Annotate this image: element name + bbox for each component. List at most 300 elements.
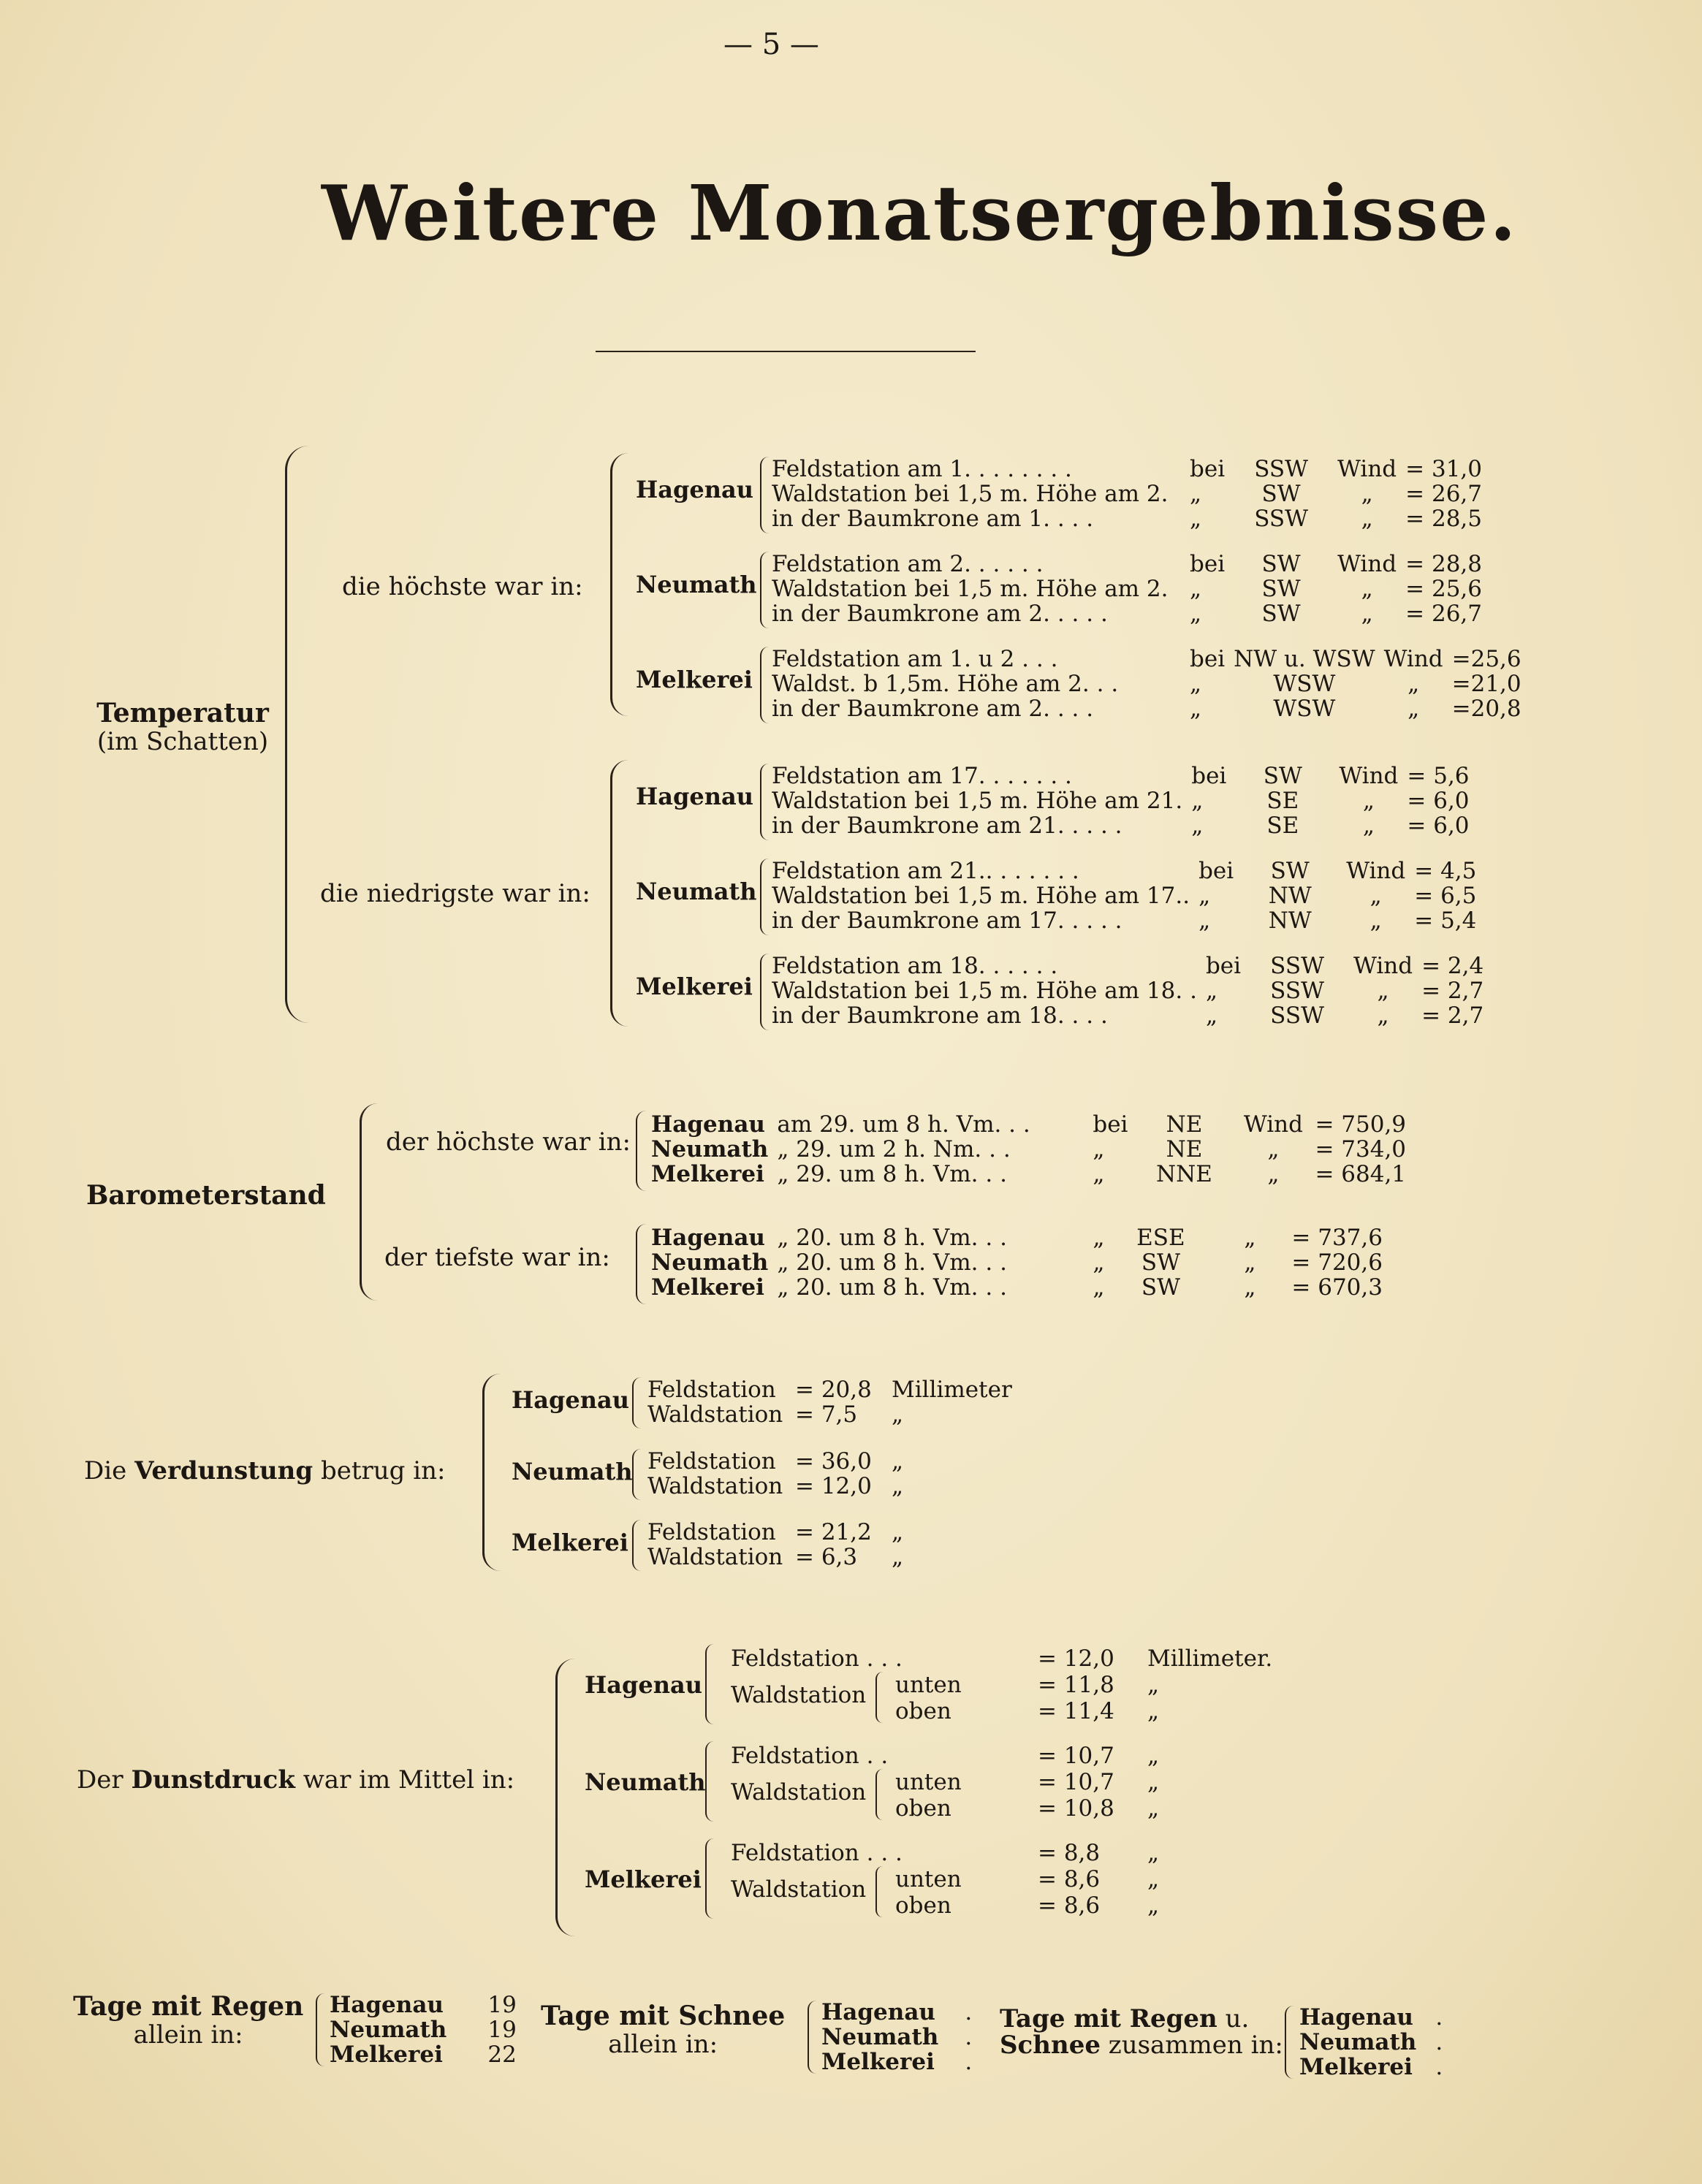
temp-value: = 2,4 [1421, 953, 1484, 979]
evap-unit: „ [892, 1448, 904, 1475]
vapor-station-brace [705, 1741, 714, 1822]
days-row [1295, 2005, 1447, 2030]
temp-station-label: Hagenau [636, 476, 753, 503]
temp-location: Feldstation am 2. . . . . . [772, 551, 1044, 577]
barometer-table [647, 1225, 1387, 1300]
vapor-unten-row [895, 1672, 1159, 1698]
rain-snow-brace [1285, 2006, 1293, 2079]
temp-location: Waldstation bei 1,5 m. Höhe am 17.. [772, 883, 1190, 909]
temp-value: = 6,5 [1414, 883, 1477, 909]
baro-station: Neumath [651, 1249, 769, 1276]
temp-value: = 25,6 [1405, 576, 1483, 602]
vapor-feld-row [731, 1645, 1272, 1672]
evap-label-bold: Verdunstung [134, 1456, 314, 1485]
days-row [1295, 2030, 1447, 2055]
temp-bei: „ [1198, 908, 1211, 934]
temp-wind-direction: WSW [1273, 696, 1336, 722]
vapor-station-label: Hagenau [585, 1671, 702, 1699]
temp-wind: Wind [1337, 551, 1397, 577]
baro-wind: „ [1244, 1274, 1256, 1301]
temp-wind-direction: NW [1268, 908, 1312, 934]
evap-row [643, 1449, 908, 1474]
evap-location: Waldstation [647, 1401, 783, 1428]
vapor-oben-row [895, 1795, 1159, 1822]
temp-wind: Wind [1383, 646, 1443, 672]
temp-wind: „ [1377, 978, 1389, 1004]
rain-table [325, 1993, 521, 2067]
temp-wind: „ [1362, 788, 1375, 814]
snow-table [817, 2000, 976, 2074]
temp-location: Feldstation am 21.. . . . . . . [772, 858, 1079, 884]
baro-wind-direction: NE [1166, 1136, 1203, 1163]
temp-row [767, 457, 1486, 482]
baro-wind: „ [1267, 1136, 1280, 1163]
evap-location: Feldstation [647, 1377, 776, 1403]
temp-station-label: Neumath [636, 571, 757, 598]
vapor-unten-row [895, 1769, 1159, 1795]
rain-snow-sub-bold: Schnee [1000, 2031, 1101, 2060]
baro-row [647, 1225, 1387, 1250]
vapor-station-brace [705, 1838, 714, 1919]
evap-location: Waldstation [647, 1473, 783, 1499]
temp-lowest-brace [610, 760, 628, 1027]
temp-bei: „ [1198, 883, 1211, 909]
rain-label [73, 1991, 303, 2048]
temp-location: in der Baumkrone am 1. . . . [772, 506, 1094, 532]
baro-wind-direction: ESE [1136, 1225, 1185, 1251]
temp-location: Waldstation bei 1,5 m. Höhe am 21. [772, 788, 1183, 814]
vapor-feld-unit: „ [1147, 1840, 1160, 1866]
temp-value: = 26,7 [1405, 601, 1483, 627]
baro-wind: Wind [1243, 1111, 1303, 1138]
temp-wind: „ [1362, 813, 1375, 839]
vapor-label-pre: Der [77, 1765, 124, 1795]
temperature-brace [285, 446, 309, 1023]
temp-bei: „ [1190, 601, 1202, 627]
baro-station: Hagenau [651, 1225, 765, 1251]
temp-value: = 6,0 [1407, 788, 1470, 814]
temp-location: in der Baumkrone am 21. . . . . [772, 813, 1122, 839]
vapor-feld-value: = 8,8 [1038, 1840, 1101, 1866]
days-station: Neumath [821, 2024, 939, 2050]
temp-bei: „ [1191, 813, 1204, 839]
temp-value: = 28,8 [1405, 551, 1483, 577]
vapor-wald-label: Waldstation [731, 1876, 867, 1903]
days-value: 19 [487, 2017, 517, 2043]
vapor-feld-label: Feldstation . . [731, 1743, 889, 1769]
vapor-oben-unit: „ [1147, 1698, 1160, 1724]
rain-snow-title-rest: u. [1225, 2004, 1250, 2033]
temp-row [767, 577, 1486, 601]
temp-location: Waldst. b 1,5m. Höhe am 2. . . [772, 671, 1119, 697]
temp-wind-direction: SW [1261, 481, 1301, 507]
temp-bei: „ [1190, 506, 1202, 532]
vapor-oben-row [895, 1892, 1159, 1919]
temp-highest-brace [610, 453, 628, 716]
baro-row [647, 1275, 1387, 1300]
vapor-feld-label: Feldstation . . . [731, 1645, 903, 1672]
days-row [325, 2042, 521, 2067]
temp-wind: „ [1361, 601, 1373, 627]
evap-location: Waldstation [647, 1544, 783, 1570]
baro-station: Melkerei [651, 1274, 764, 1301]
vapor-feld-unit: „ [1147, 1743, 1160, 1769]
temp-station-table [767, 647, 1526, 721]
days-value: . [965, 2024, 973, 2050]
evap-location: Feldstation [647, 1519, 776, 1545]
rain-brace [316, 1993, 324, 2066]
vapor-wald-label: Waldstation [731, 1779, 867, 1806]
temp-row [767, 482, 1486, 506]
evap-row [643, 1545, 908, 1569]
vapor-unten-row [895, 1866, 1159, 1892]
evap-row [643, 1474, 908, 1499]
temp-value: = 2,7 [1421, 978, 1484, 1004]
vapor-feld-label: Feldstation . . . [731, 1840, 903, 1866]
baro-row [647, 1112, 1410, 1137]
evap-value: = 7,5 [795, 1401, 858, 1428]
temp-row [767, 1003, 1488, 1028]
temp-highest-label: die höchste war in: [342, 572, 583, 601]
evap-value: = 12,0 [795, 1473, 872, 1499]
temp-row [767, 552, 1486, 577]
baro-bei: „ [1093, 1225, 1105, 1251]
page-title: Weitere Monatsergebnisse. [322, 168, 1518, 258]
temperature-title: Temperatur [96, 698, 269, 728]
temp-wind: „ [1377, 1002, 1389, 1029]
baro-value: = 737,6 [1291, 1225, 1383, 1251]
days-station: Melkerei [330, 2042, 443, 2068]
baro-row [647, 1162, 1410, 1187]
evap-station-label: Neumath [512, 1458, 633, 1485]
days-value: . [965, 2049, 973, 2075]
temp-value: =25,6 [1451, 646, 1521, 672]
evap-label-post: betrug in: [320, 1456, 446, 1485]
vapor-wald-label: Waldstation [731, 1682, 867, 1708]
temp-row [767, 908, 1481, 933]
baro-wind: „ [1244, 1249, 1256, 1276]
temp-wind: „ [1407, 696, 1420, 722]
evap-station-brace [632, 1520, 641, 1571]
baro-value: = 720,6 [1291, 1249, 1383, 1276]
temp-value: = 6,0 [1407, 813, 1470, 839]
temp-wind-direction: NW u. WSW [1234, 646, 1375, 672]
vapor-unten-label: unten [895, 1672, 962, 1698]
temp-row [767, 859, 1481, 883]
temp-wind: Wind [1339, 763, 1399, 789]
temp-value: = 5,6 [1407, 763, 1470, 789]
temp-value: =20,8 [1451, 696, 1521, 722]
barometer-label: Barometerstand [86, 1180, 326, 1211]
temp-location: in der Baumkrone am 2. . . . [772, 696, 1094, 722]
snow-label [541, 2001, 785, 2058]
temp-bei: „ [1205, 1002, 1217, 1029]
temp-wind-direction: SW [1261, 551, 1301, 577]
temp-value: = 5,4 [1414, 908, 1477, 934]
vapor-unten-value: = 8,6 [1038, 1866, 1101, 1892]
vapor-label [77, 1767, 514, 1793]
baro-bei: bei [1093, 1111, 1128, 1138]
days-value: 19 [487, 1992, 517, 2018]
temp-bei: „ [1190, 671, 1202, 697]
baro-wind: „ [1244, 1225, 1256, 1251]
temp-wind-direction: SW [1261, 576, 1301, 602]
temp-wind: „ [1361, 506, 1373, 532]
rain-snow-table [1295, 2005, 1447, 2080]
days-station: Melkerei [821, 2049, 935, 2075]
temp-wind-direction: SSW [1270, 978, 1324, 1004]
temp-lowest-label: die niedrigste war in: [320, 879, 590, 908]
baro-time: „ 20. um 8 h. Vm. . . [777, 1225, 1007, 1251]
evap-station-label: Melkerei [512, 1529, 628, 1556]
temp-row [767, 601, 1486, 626]
rain-title: Tage mit Regen [73, 1991, 304, 2022]
vapor-station-brace [705, 1644, 714, 1724]
temp-bei: bei [1205, 953, 1242, 979]
days-row [1295, 2055, 1447, 2080]
days-station: Melkerei [1299, 2054, 1413, 2080]
rain-snow-title-bold: Tage mit Regen [1000, 2004, 1217, 2033]
baro-row [647, 1250, 1387, 1275]
days-row [817, 2050, 976, 2074]
temp-wind: Wind [1353, 953, 1413, 979]
evap-table [643, 1449, 908, 1499]
vapor-brace [555, 1659, 575, 1936]
temp-wind: „ [1361, 576, 1373, 602]
temp-station-table [767, 457, 1486, 531]
baro-time: „ 20. um 8 h. Vm. . . [777, 1249, 1007, 1276]
temp-station-table [767, 954, 1488, 1028]
temp-value: = 2,7 [1421, 1002, 1484, 1029]
temp-value: = 26,7 [1405, 481, 1483, 507]
temp-wind-direction: SSW [1270, 953, 1324, 979]
baro-wind-direction: SW [1141, 1249, 1180, 1276]
days-value: . [1435, 2029, 1443, 2055]
temp-value: = 31,0 [1405, 456, 1483, 482]
temp-location: Feldstation am 18. . . . . . [772, 953, 1058, 979]
temp-bei: „ [1205, 978, 1217, 1004]
temp-row [767, 764, 1474, 788]
temp-bei: „ [1190, 481, 1202, 507]
baro-value: = 670,3 [1291, 1274, 1383, 1301]
evap-station-label: Hagenau [512, 1386, 629, 1414]
evap-row [643, 1402, 1017, 1427]
days-row [325, 1993, 521, 2017]
vapor-unten-unit: „ [1147, 1769, 1160, 1795]
temp-bei: „ [1190, 696, 1202, 722]
baro-time: am 29. um 8 h. Vm. . . [777, 1111, 1030, 1138]
temp-wind-direction: WSW [1273, 671, 1336, 697]
evap-row [643, 1377, 1017, 1402]
vapor-oben-label: oben [895, 1795, 951, 1822]
temp-wind: „ [1369, 883, 1382, 909]
title-rule [596, 351, 976, 352]
temp-wind-direction: SSW [1254, 506, 1308, 532]
temp-value: = 28,5 [1405, 506, 1483, 532]
temp-row [767, 506, 1486, 531]
vapor-unten-unit: „ [1147, 1866, 1160, 1892]
vapor-oben-row [895, 1698, 1159, 1724]
temp-location: in der Baumkrone am 2. . . . . [772, 601, 1108, 627]
vapor-wald-brace [875, 1769, 883, 1820]
vapor-station-label: Melkerei [585, 1865, 702, 1893]
evap-label-pre: Die [84, 1456, 127, 1485]
temperature-label [88, 698, 278, 755]
days-value: . [1435, 2004, 1443, 2031]
days-row [817, 2000, 976, 2025]
temp-bei: bei [1190, 551, 1226, 577]
vapor-oben-label: oben [895, 1892, 951, 1919]
days-value: . [965, 1999, 973, 2025]
temp-location: Waldstation bei 1,5 m. Höhe am 18. . [772, 978, 1197, 1004]
temp-bei: „ [1190, 576, 1202, 602]
baro-wind-direction: SW [1141, 1274, 1180, 1301]
baro-time: „ 29. um 8 h. Vm. . . [777, 1161, 1007, 1187]
days-station: Neumath [1299, 2029, 1417, 2055]
rain-snow-label [1000, 2006, 1283, 2058]
vapor-oben-label: oben [895, 1698, 951, 1724]
temp-bei: bei [1190, 646, 1226, 672]
baro-bei: „ [1093, 1136, 1105, 1163]
temp-location: in der Baumkrone am 18. . . . [772, 1002, 1108, 1029]
evap-station-brace [632, 1449, 641, 1500]
days-row [817, 2025, 976, 2050]
temp-station-label: Melkerei [636, 666, 753, 693]
vapor-oben-unit: „ [1147, 1795, 1160, 1822]
temp-location: Waldstation bei 1,5 m. Höhe am 2. [772, 481, 1169, 507]
page-number: — 5 — [723, 28, 819, 61]
temp-wind: Wind [1337, 456, 1397, 482]
temp-location: Feldstation am 1. . . . . . . . [772, 456, 1072, 482]
temp-row [767, 813, 1474, 838]
temp-row [767, 954, 1488, 978]
baro-wind: „ [1267, 1161, 1280, 1187]
vapor-feld-row [731, 1840, 1159, 1866]
vapor-unten-value: = 10,7 [1038, 1769, 1114, 1795]
evap-location: Feldstation [647, 1448, 776, 1475]
days-value: 22 [487, 2042, 517, 2068]
temp-wind-direction: SE [1266, 788, 1299, 814]
evap-table [643, 1377, 1017, 1427]
days-value: . [1435, 2054, 1443, 2080]
temp-location: Waldstation bei 1,5 m. Höhe am 2. [772, 576, 1169, 602]
baro-highest-label: der höchste war in: [386, 1127, 631, 1157]
temp-station-label: Hagenau [636, 783, 753, 810]
temp-row [767, 788, 1474, 813]
rain-sub: allein in: [133, 2020, 243, 2050]
temperature-subtitle: (im Schatten) [96, 727, 269, 756]
evap-unit: „ [892, 1473, 904, 1499]
vapor-unten-label: unten [895, 1769, 962, 1795]
rain-snow-sub-rest: zusammen in: [1108, 2031, 1283, 2060]
vapor-wald-brace [875, 1866, 883, 1917]
vapor-feld-value: = 12,0 [1038, 1645, 1114, 1672]
evap-unit: „ [892, 1544, 904, 1570]
baro-value: = 734,0 [1315, 1136, 1407, 1163]
vapor-oben-value: = 8,6 [1038, 1892, 1101, 1919]
barometer-table [647, 1112, 1410, 1187]
temp-wind-direction: SW [1263, 763, 1302, 789]
evap-unit: Millimeter [892, 1377, 1012, 1403]
temp-value: = 4,5 [1414, 858, 1477, 884]
temp-row [767, 671, 1526, 696]
baro-station: Neumath [651, 1136, 769, 1163]
evap-value: = 20,8 [795, 1377, 872, 1403]
baro-value: = 750,9 [1315, 1111, 1407, 1138]
evaporation-brace [482, 1374, 501, 1571]
snow-title: Tage mit Schnee [541, 2001, 786, 2031]
baro-station: Hagenau [651, 1111, 765, 1138]
evap-unit: „ [892, 1519, 904, 1545]
temp-wind: „ [1361, 481, 1373, 507]
evap-value: = 6,3 [795, 1544, 858, 1570]
vapor-oben-unit: „ [1147, 1892, 1160, 1919]
temp-wind: „ [1407, 671, 1420, 697]
temp-location: in der Baumkrone am 17. . . . . [772, 908, 1122, 934]
temp-wind-direction: SW [1261, 601, 1301, 627]
temp-station-table [767, 859, 1481, 933]
baro-row [647, 1137, 1410, 1162]
days-station: Hagenau [330, 1992, 444, 2018]
temp-bei: bei [1190, 456, 1226, 482]
days-station: Hagenau [1299, 2004, 1413, 2031]
baro-value: = 684,1 [1315, 1161, 1407, 1187]
baro-lowest-brace [636, 1224, 646, 1304]
temp-wind-direction: SSW [1254, 456, 1308, 482]
days-station: Neumath [330, 2017, 447, 2043]
temp-wind: „ [1369, 908, 1382, 934]
evap-value: = 36,0 [795, 1448, 872, 1475]
temp-wind-direction: SE [1266, 813, 1299, 839]
temp-station-label: Melkerei [636, 973, 753, 1000]
temp-station-table [767, 552, 1486, 626]
baro-bei: „ [1093, 1249, 1105, 1276]
baro-station: Melkerei [651, 1161, 764, 1187]
baro-bei: „ [1093, 1274, 1105, 1301]
vapor-unten-unit: „ [1147, 1672, 1160, 1698]
evaporation-label [84, 1458, 445, 1484]
temp-wind: Wind [1346, 858, 1406, 884]
baro-time: „ 29. um 2 h. Nm. . . [777, 1136, 1011, 1163]
vapor-feld-row [731, 1743, 1159, 1769]
vapor-feld-unit: Millimeter. [1147, 1645, 1273, 1672]
vapor-oben-value: = 10,8 [1038, 1795, 1114, 1822]
temp-station-table [767, 764, 1474, 838]
baro-time: „ 20. um 8 h. Vm. . . [777, 1274, 1007, 1301]
temp-station-label: Neumath [636, 878, 757, 905]
temp-bei: bei [1198, 858, 1234, 884]
baro-wind-direction: NE [1166, 1111, 1203, 1138]
vapor-unten-label: unten [895, 1866, 962, 1892]
temp-wind-direction: SW [1270, 858, 1310, 884]
baro-lowest-label: der tiefste war in: [384, 1243, 610, 1272]
temp-row [767, 883, 1481, 908]
baro-highest-brace [636, 1111, 646, 1191]
baro-wind-direction: NNE [1156, 1161, 1212, 1187]
temp-location: Feldstation am 1. u 2 . . . [772, 646, 1058, 672]
evap-row [643, 1520, 908, 1545]
days-row [325, 2017, 521, 2042]
evap-station-brace [632, 1377, 641, 1428]
vapor-feld-value: = 10,7 [1038, 1743, 1114, 1769]
snow-sub: allein in: [608, 2030, 718, 2059]
temp-wind-direction: NW [1268, 883, 1312, 909]
evap-value: = 21,2 [795, 1519, 872, 1545]
temp-wind-direction: SSW [1270, 1002, 1324, 1029]
evap-unit: „ [892, 1401, 904, 1428]
vapor-unten-value: = 11,8 [1038, 1672, 1114, 1698]
days-station: Hagenau [821, 1999, 935, 2025]
